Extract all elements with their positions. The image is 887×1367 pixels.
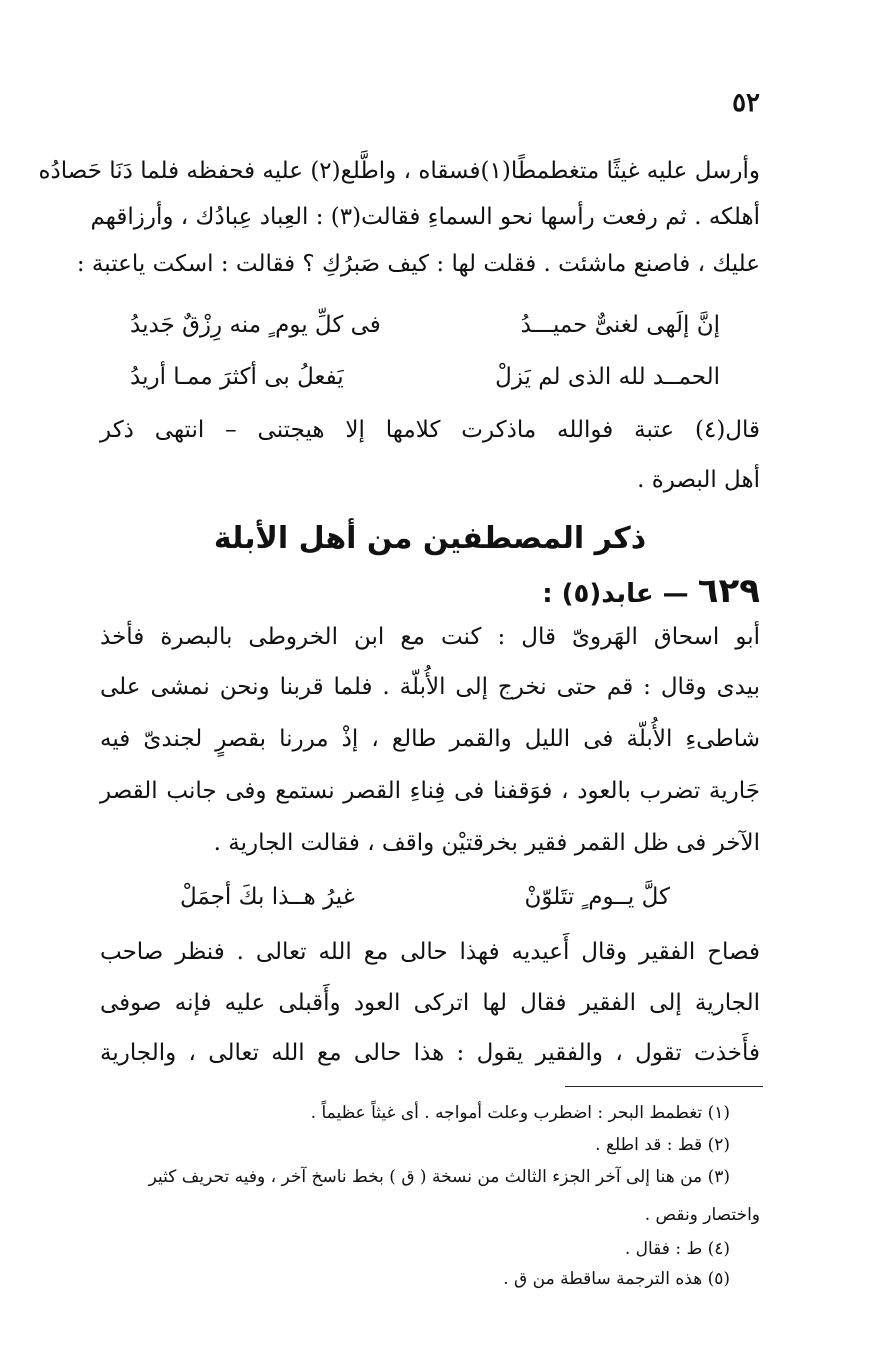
text-line: أهلكه . ثم رفعت رأسها نحو السماءِ فقالت(٣) : العِباد عِبادُك ، وأرزاقهم xyxy=(90,204,760,230)
footnote-mark: (١) xyxy=(707,1103,730,1123)
verse-hemistich-second: فى كلِّ يوم ٍ منه رِزْقٌ جَديدُ xyxy=(130,312,381,338)
text-line: وأرسل عليه غيثًا متغطمطًا(١)فسقاه ، واطَّلع(٢) عليه فحفظه فلما دَنَا حَصادُه xyxy=(38,158,760,184)
verse-hemistich-first: إنَّ إلَهى لغنىٌّ حميـــدُ xyxy=(520,312,720,338)
footnote-mark: (٢) xyxy=(707,1135,730,1155)
poem-verse xyxy=(100,354,720,400)
text-line: جَارية تضرب بالعود ، فوَقفنا فى فِناءِ القصر نستمع وفى جانب القصر xyxy=(100,778,760,804)
text-line: قال(٤) عتبة فوالله ماذكرت كلامها إلا هيجتنى – انتهى ذكر xyxy=(100,417,760,443)
text-line: الآخر فى ظل القمر فقير بخرقتيْن واقف ، فقالت الجارية . xyxy=(213,830,760,856)
entry-dash: — xyxy=(662,579,689,609)
footnote-text: هذه الترجمة ساقطة من ق . xyxy=(503,1269,703,1289)
footnote-continuation xyxy=(100,1200,760,1230)
verse-hemistich-first: الحمــد لله الذى لم يَزلْ xyxy=(495,364,720,390)
page-number: ٥٢ xyxy=(732,88,760,118)
footnote-text: واختصار ونقص . xyxy=(644,1205,760,1225)
footnote-text: ط : فقال . xyxy=(624,1239,703,1259)
footnote xyxy=(100,1098,730,1128)
footnote xyxy=(100,1130,730,1160)
text-line: عليك ، فاصنع ماشئت . فقلت لها : كيف صَبرُكِ ؟ فقالت : اسكت ياعتبة : xyxy=(76,251,760,277)
poem-verse xyxy=(100,302,720,348)
entry-label: عابد(٥) : xyxy=(542,579,654,609)
entry-number: ٦٢٩ xyxy=(697,571,760,611)
footnote-text: تغطمط البحر : اضطرب وعلت أمواجه . أى غيثاً عظيماً . xyxy=(310,1103,703,1123)
footnote xyxy=(100,1264,730,1294)
footnote-text: من هنا إلى آخر الجزء الثالث من نسخة ( ق ) بخط ناسخ آخر ، وفيه تحريف كثير xyxy=(148,1167,703,1187)
footnote-mark: (٥) xyxy=(707,1269,730,1289)
footnote-divider xyxy=(565,1086,763,1087)
footnote xyxy=(100,1234,730,1264)
footnote-mark: (٣) xyxy=(707,1167,730,1187)
text-line: أهل البصرة . xyxy=(637,467,760,493)
section-title: ذكر المصطفين من أهل الأبلة xyxy=(213,521,647,556)
text-line: فأَخذت تقول ، والفقير يقول : هذا حالى مع الله تعالى ، والجارية xyxy=(100,1040,760,1066)
footnote-text: قط : قد اطلع . xyxy=(595,1135,703,1155)
text-line: شاطىءِ الأُبلّة فى الليل والقمر طالع ، إذْ مررنا بقصرٍ لجندىّ فيه xyxy=(100,726,760,752)
entry-heading xyxy=(100,566,760,616)
verse-hemistich-second: غيرُ هــذا بكَ أجمَلْ xyxy=(180,884,355,910)
text-line: الجارية إلى الفقير فقال لها اتركى العود وأَقبلى عليه فإنه صوفى xyxy=(100,990,760,1016)
text-line: بيدى وقال : قم حتى نخرج إلى الأُبلّة . فلما قربنا ونحن نمشى على xyxy=(100,674,760,700)
text-line: فصاح الفقير وقال أَعيديه فهذا حالى مع الله تعالى . فنظر صاحب xyxy=(100,939,760,965)
verse-hemistich-second: يَفعلُ بى أكثرَ ممـا أريدُ xyxy=(130,364,344,390)
verse-hemistich-first: كلَّ يــوم ٍ تتَلوّنْ xyxy=(524,884,670,910)
footnote-mark: (٤) xyxy=(707,1239,730,1259)
footnote xyxy=(100,1162,730,1192)
poem-verse xyxy=(150,874,670,920)
text-line: أبو اسحاق الهَروىّ قال : كنت مع ابن الخروطى بالبصرة فأخذ xyxy=(100,624,760,650)
